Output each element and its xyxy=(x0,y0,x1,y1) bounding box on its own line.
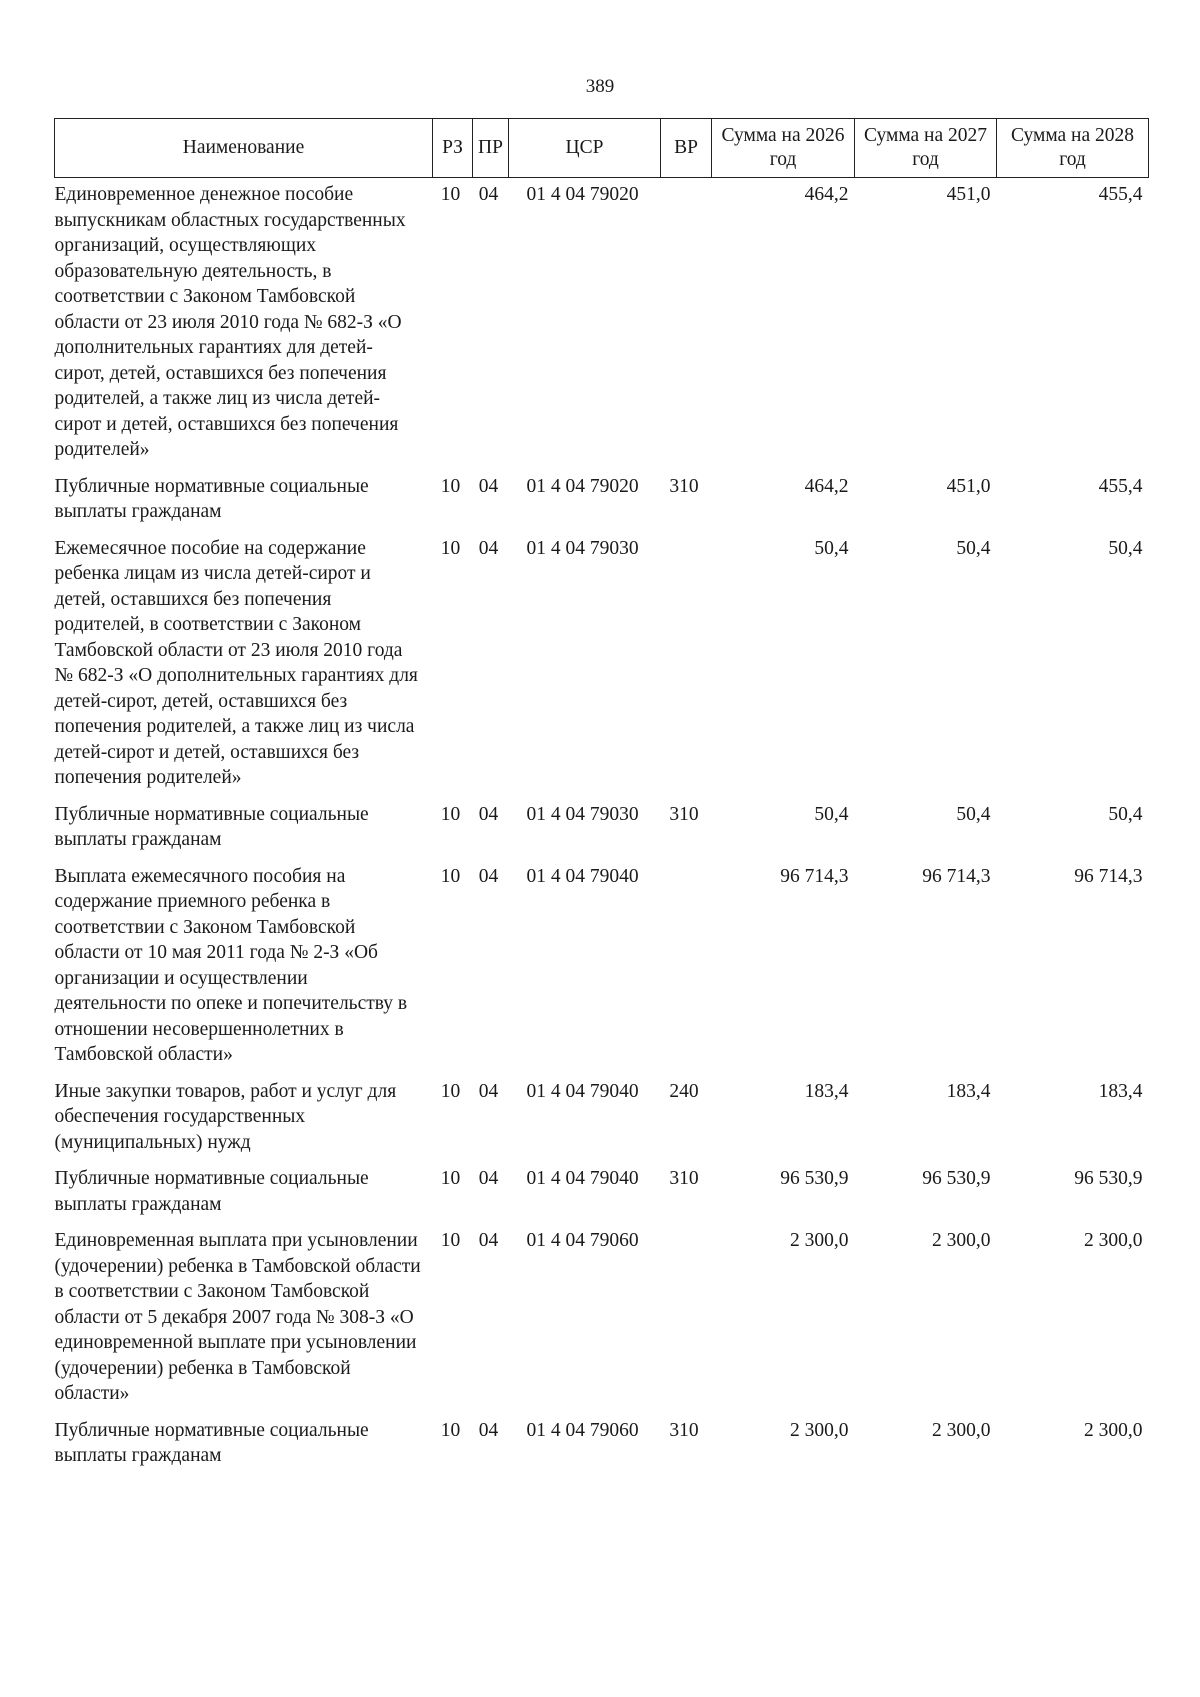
cell-sum-2028: 96 530,9 xyxy=(1074,1168,1143,1189)
cell-rz: 10 xyxy=(440,184,461,205)
page-number: 389 xyxy=(585,76,615,97)
table-header-row xyxy=(55,119,1149,178)
table-row xyxy=(55,795,1149,857)
cell-csr: 01 4 04 79060 xyxy=(526,1230,639,1251)
cell-sum-2027: 50,4 xyxy=(956,537,991,559)
cell-sum-2028: 2 300,0 xyxy=(1084,1419,1143,1441)
cell-vr xyxy=(661,529,712,795)
cell-sum-2026: 183,4 xyxy=(804,1080,849,1102)
cell-sum-2027: 451,0 xyxy=(946,184,991,205)
table-row xyxy=(55,1221,1149,1411)
cell-rz: 10 xyxy=(440,865,461,887)
header-name: Наименование xyxy=(55,119,433,178)
cell-sum-2026: 464,2 xyxy=(804,184,849,205)
cell-rz: 10 xyxy=(440,475,461,497)
cell-rz: 10 xyxy=(440,1168,461,1189)
cell-sum-2026: 96 530,9 xyxy=(780,1168,849,1189)
cell-sum-2028: 2 300,0 xyxy=(1084,1230,1143,1251)
cell-rz: 10 xyxy=(440,803,461,825)
table-row xyxy=(55,1072,1149,1160)
cell-sum-2028: 96 714,3 xyxy=(1074,865,1143,887)
cell-csr: 01 4 04 79060 xyxy=(526,1419,639,1441)
cell-csr: 01 4 04 79020 xyxy=(526,475,639,497)
table-row xyxy=(55,1411,1149,1473)
cell-rz: 10 xyxy=(440,1419,461,1441)
cell-sum-2027: 451,0 xyxy=(946,475,991,497)
cell-pr: 04 xyxy=(478,475,499,497)
cell-pr: 04 xyxy=(478,1419,499,1441)
cell-name: Публичные нормативные социальные выплаты гражданам xyxy=(54,803,369,850)
cell-name: Единовременное денежное пособие выпускникам областных государственных организаций, осуществляющих образовательную деятельность, в соответствии с Законом Тамбовской области от 23 июля 2010 года № 682-З «О дополнительных гарантиях для детей-сирот, детей, оставшихся без попечения родителей, а также лиц из числа детей-сирот и детей, оставшихся без попечения родителей» xyxy=(54,184,406,460)
cell-csr: 01 4 04 79030 xyxy=(526,537,639,559)
cell-sum-2027: 96 714,3 xyxy=(922,865,991,887)
cell-sum-2028: 183,4 xyxy=(1098,1080,1143,1102)
header-vr: ВР xyxy=(661,119,712,178)
cell-name: Публичные нормативные социальные выплаты гражданам xyxy=(54,1419,369,1466)
header-sum-2027: Сумма на 2027 год xyxy=(855,119,997,178)
cell-sum-2026: 464,2 xyxy=(804,475,849,497)
cell-csr: 01 4 04 79020 xyxy=(526,184,639,205)
cell-csr: 01 4 04 79030 xyxy=(526,803,639,825)
cell-sum-2026: 50,4 xyxy=(814,803,849,825)
cell-pr: 04 xyxy=(478,537,499,559)
table-row xyxy=(55,178,1149,467)
header-csr: ЦСР xyxy=(509,119,661,178)
cell-vr: 310 xyxy=(669,1168,699,1189)
header-sum-2028: Сумма на 2028 год xyxy=(997,119,1149,178)
header-pr: ПР xyxy=(473,119,509,178)
cell-pr: 04 xyxy=(478,865,499,887)
cell-sum-2028: 50,4 xyxy=(1108,537,1143,559)
cell-name: Ежемесячное пособие на содержание ребенка лицам из числа детей-сирот и детей, оставшихся без попечения родителей, в соответствии с Законом Тамбовской области от 23 июля 2010 года № 682-З «О дополнительных гарантиях для детей-сирот, детей, оставшихся без попечения родителей, а также лиц из числа детей-сирот и детей, оставшихся без попечения родителей» xyxy=(54,537,418,788)
cell-rz: 10 xyxy=(440,1230,461,1251)
cell-name: Публичные нормативные социальные выплаты гражданам xyxy=(54,1168,369,1215)
cell-rz: 10 xyxy=(440,537,461,559)
cell-sum-2027: 50,4 xyxy=(956,803,991,825)
cell-pr: 04 xyxy=(478,1230,499,1251)
budget-table xyxy=(54,118,1149,1473)
table-row xyxy=(55,529,1149,795)
table-row xyxy=(55,1159,1149,1221)
cell-sum-2026: 50,4 xyxy=(814,537,849,559)
cell-pr: 04 xyxy=(478,184,499,205)
cell-sum-2027: 183,4 xyxy=(946,1080,991,1102)
cell-pr: 04 xyxy=(478,1168,499,1189)
cell-csr: 01 4 04 79040 xyxy=(526,1168,639,1189)
cell-name: Публичные нормативные социальные выплаты гражданам xyxy=(54,475,369,522)
cell-sum-2027: 96 530,9 xyxy=(922,1168,991,1189)
cell-vr xyxy=(661,1221,712,1411)
cell-vr: 310 xyxy=(669,803,699,825)
header-sum-2026: Сумма на 2026 год xyxy=(712,119,855,178)
cell-vr xyxy=(661,178,712,467)
cell-sum-2028: 455,4 xyxy=(1098,475,1143,497)
cell-sum-2026: 96 714,3 xyxy=(780,865,849,887)
cell-sum-2026: 2 300,0 xyxy=(790,1419,849,1441)
cell-rz: 10 xyxy=(440,1080,461,1102)
cell-vr xyxy=(661,857,712,1072)
header-rz: РЗ xyxy=(433,119,473,178)
cell-sum-2026: 2 300,0 xyxy=(790,1230,849,1251)
table-row xyxy=(55,467,1149,529)
cell-name: Единовременная выплата при усыновлении (удочерении) ребенка в Тамбовской области в соответствии с Законом Тамбовской области от 5 декабря 2007 года № 308-З «О единовременной выплате при усыновлении (удочерении) ребенка в Тамбовской области» xyxy=(54,1230,421,1404)
cell-csr: 01 4 04 79040 xyxy=(526,1080,639,1102)
cell-pr: 04 xyxy=(478,803,499,825)
cell-vr: 310 xyxy=(669,475,699,497)
table-row xyxy=(55,857,1149,1072)
cell-name: Иные закупки товаров, работ и услуг для обеспечения государственных (муниципальных) нужд xyxy=(54,1080,397,1153)
cell-pr: 04 xyxy=(478,1080,499,1102)
cell-name: Выплата ежемесячного пособия на содержание приемного ребенка в соответствии с Законом Тамбовской области от 10 мая 2011 года № 2-З «Об организации и осуществлении деятельности по опеке и попечительству в отношении несовершеннолетних в Тамбовской области» xyxy=(54,865,408,1065)
cell-vr: 240 xyxy=(669,1080,699,1102)
cell-vr: 310 xyxy=(669,1419,699,1441)
cell-sum-2027: 2 300,0 xyxy=(932,1419,991,1441)
cell-csr: 01 4 04 79040 xyxy=(526,865,639,887)
cell-sum-2027: 2 300,0 xyxy=(932,1230,991,1251)
cell-sum-2028: 455,4 xyxy=(1098,184,1143,205)
cell-sum-2028: 50,4 xyxy=(1108,803,1143,825)
